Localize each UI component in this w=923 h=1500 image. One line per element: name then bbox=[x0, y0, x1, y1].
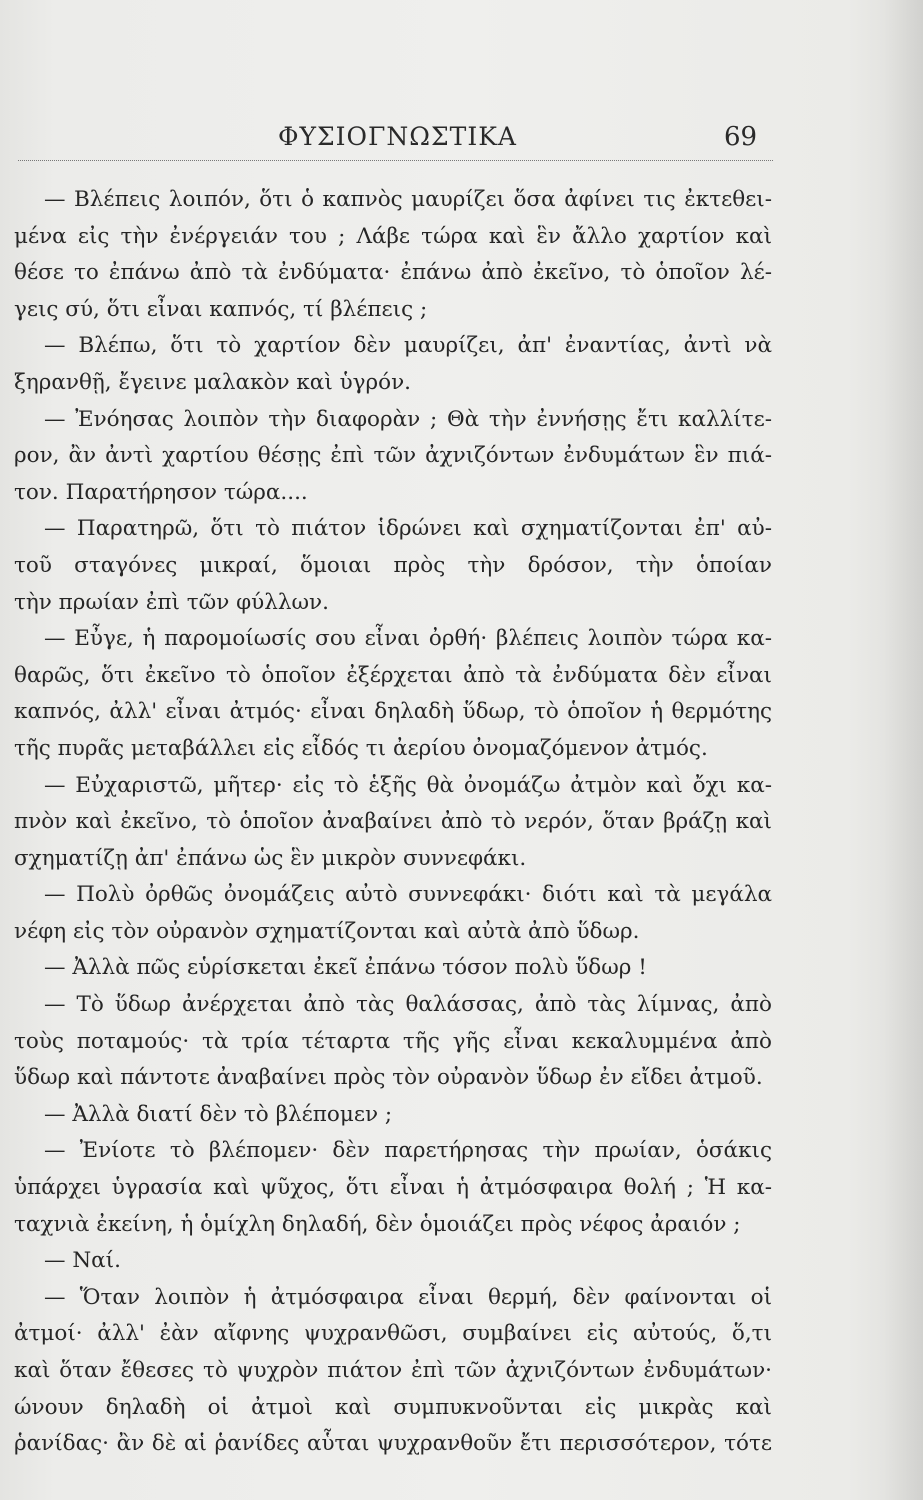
text-line: — Παρατηρῶ, ὅτι τὸ πιάτον ἱδρώνει καὶ σχηματίζονται ἐπ' αὐ- bbox=[44, 516, 772, 542]
body-text bbox=[14, 182, 772, 1463]
text-line: ξηρανθῇ, ἔγεινε μαλακὸν καὶ ὑγρόν. bbox=[14, 369, 411, 395]
text-line: τὴν πρωίαν ἐπὶ τῶν φύλλων. bbox=[14, 589, 329, 615]
text-line: τοὺς ποταμούς· τὰ τρία τέταρτα τῆς γῆς εἶναι κεκαλυμμένα ἀπὸ bbox=[14, 1028, 772, 1054]
text-line: ἀτμοί· ἀλλ' ἐὰν αἴφνης ψυχρανθῶσι, συμβαίνει εἰς αὐτούς, ὅ,τι bbox=[14, 1321, 772, 1347]
text-line: — Πολὺ ὀρθῶς ὀνομάζεις αὐτὸ συννεφάκι· διότι καὶ τὰ μεγάλα bbox=[44, 882, 772, 908]
page-edge-shadow bbox=[883, 0, 923, 1500]
text-line: — Βλέπω, ὅτι τὸ χαρτίον δὲν μαυρίζει, ἀπ' ἐναντίας, ἀντὶ νὰ bbox=[44, 333, 772, 359]
text-line: ὑπάρχει ὑγρασία καὶ ψῦχος, ὅτι εἶναι ἡ ἀτμόσφαιρα θολή ; Ἡ κα- bbox=[14, 1175, 772, 1201]
text-line: — Εὖγε, ἡ παρομοίωσίς σου εἶναι ὀρθή· βλέπεις λοιπὸν τώρα κα- bbox=[44, 626, 772, 652]
text-line: θαρῶς, ὅτι ἐκεῖνο τὸ ὁποῖον ἐξέρχεται ἀπὸ τὰ ἐνδύματα δὲν εἶναι bbox=[14, 662, 772, 688]
text-line: — Ἀλλὰ διατί δὲν τὸ βλέπομεν ; bbox=[44, 1101, 393, 1127]
text-line: — Ὅταν λοιπὸν ἡ ἀτμόσφαιρα εἶναι θερμή, δὲν φαίνονται οἱ bbox=[44, 1284, 772, 1310]
running-header bbox=[0, 122, 923, 162]
text-line: καπνός, ἀλλ' εἶναι ἀτμός· εἶναι δηλαδὴ ὕδωρ, τὸ ὁποῖον ἡ θερμότης bbox=[14, 699, 772, 725]
text-line: ῥανίδας· ἂν δὲ αἱ ῥανίδες αὗται ψυχρανθοῦν ἔτι περισσότερον, τότε bbox=[14, 1431, 772, 1457]
text-line: — Ἐνόησας λοιπὸν τὴν διαφορὰν ; Θὰ τὴν ἐννήσῃς ἔτι καλλίτε- bbox=[44, 406, 772, 432]
text-line: ρον, ἂν ἀντὶ χαρτίου θέσῃς ἐπὶ τῶν ἀχνιζόντων ἐνδυμάτων ἓν πιά- bbox=[14, 443, 772, 469]
text-line: — Ναί. bbox=[44, 1248, 121, 1274]
text-line: — Βλέπεις λοιπόν, ὅτι ὁ καπνὸς μαυρίζει ὅσα ἀφίνει τις ἐκτεθει- bbox=[44, 187, 772, 212]
text-line: καὶ ὅταν ἔθεσες τὸ ψυχρὸν πιάτον ἐπὶ τῶν ἀχνιζόντων ἐνδυμάτων· bbox=[14, 1358, 772, 1383]
text-line: τοῦ σταγόνες μικραί, ὅμοιαι πρὸς τὴν δρόσον, τὴν ὁποίαν bbox=[14, 552, 772, 578]
text-line: — Τὸ ὕδωρ ἀνέρχεται ἀπὸ τὰς θαλάσσας, ἀπὸ τὰς λίμνας, ἀπὸ bbox=[44, 992, 772, 1018]
text-line: πνὸν καὶ ἐκεῖνο, τὸ ὁποῖον ἀναβαίνει ἀπὸ τὸ νερόν, ὅταν βράζῃ καὶ bbox=[14, 809, 772, 835]
running-title: ΦΥΣΙΟΓΝΩΣΤΙΚΑ bbox=[278, 122, 517, 151]
text-line: γεις σύ, ὅτι εἶναι καπνός, τί βλέπεις ; bbox=[14, 296, 428, 322]
text-line: — Ἐνίοτε τὸ βλέπομεν· δὲν παρετήρησας τὴν πρωίαν, ὁσάκις bbox=[44, 1138, 772, 1164]
text-line: τον. Παρατήρησον τώρα.... bbox=[14, 479, 308, 505]
text-line: τῆς πυρᾶς μεταβάλλει εἰς εἶδός τι ἀερίου ὀνομαζόμενον ἀτμός. bbox=[14, 735, 708, 761]
text-line: νέφη εἰς τὸν οὐρανὸν σχηματίζονται καὶ αὐτὰ ἀπὸ ὕδωρ. bbox=[14, 918, 640, 944]
text-line: θέσε το ἐπάνω ἀπὸ τὰ ἐνδύματα· ἐπάνω ἀπὸ ἐκεῖνο, τὸ ὁποῖον λέ- bbox=[14, 260, 772, 286]
text-line: σχηματίζῃ ἀπ' ἐπάνω ὡς ἓν μικρὸν συννεφάκι. bbox=[14, 845, 527, 871]
text-line: ταχνιὰ ἐκείνη, ἡ ὁμίχλη δηλαδή, δὲν ὁμοιάζει πρὸς νέφος ἀραιόν ; bbox=[14, 1211, 741, 1237]
text-line: — Ἀλλὰ πῶς εὑρίσκεται ἐκεῖ ἐπάνω τόσον πολὺ ὕδωρ ! bbox=[44, 955, 647, 981]
page-number: 69 bbox=[724, 122, 758, 152]
text-line: ὕδωρ καὶ πάντοτε ἀναβαίνει πρὸς τὸν οὐρανὸν ὕδωρ ἐν εἴδει ἀτμοῦ. bbox=[14, 1065, 763, 1091]
text-line: ώνουν δηλαδὴ οἱ ἀτμοὶ καὶ συμπυκνοῦνται εἰς μικρὰς καὶ bbox=[14, 1394, 772, 1420]
text-line: — Εὐχαριστῶ, μῆτερ· εἰς τὸ ἑξῆς θὰ ὀνομάζω ἀτμὸν καὶ ὄχι κα- bbox=[44, 772, 772, 798]
text-line: μένα εἰς τὴν ἐνέργειάν του ; Λάβε τώρα καὶ ἓν ἄλλο χαρτίον καὶ bbox=[14, 223, 772, 249]
header-rule bbox=[18, 160, 773, 161]
